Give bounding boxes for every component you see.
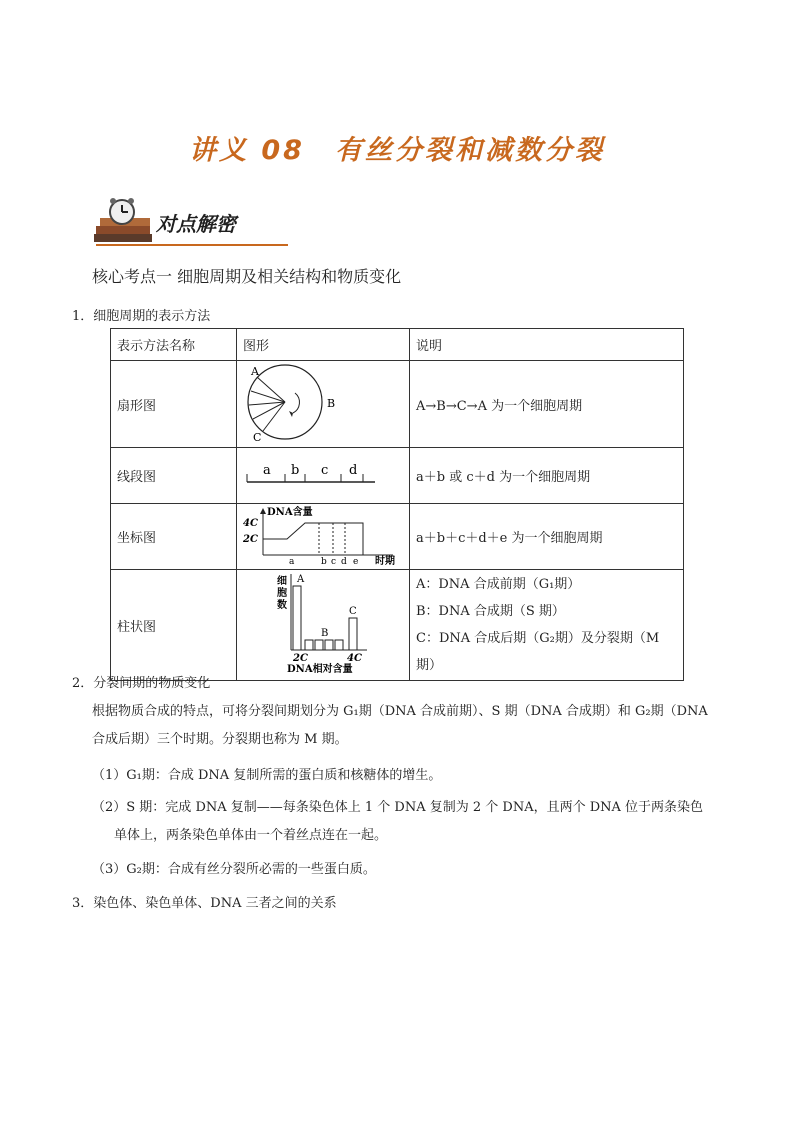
bar-x-left: 2C — [293, 653, 308, 664]
row-name: 扇形图 — [111, 361, 237, 448]
bar-label-a: A — [297, 574, 305, 585]
row-desc: a＋b 或 c＋d 为一个细胞周期 — [410, 448, 684, 504]
line-label-a: a — [263, 462, 271, 478]
bar-label-c: C — [349, 606, 357, 617]
bar-b-4 — [335, 640, 343, 650]
desc-line: B：DNA 合成期（S 期） — [416, 604, 565, 619]
row-name: 柱状图 — [111, 570, 237, 681]
table-row — [111, 361, 684, 448]
body-line: 合成后期）三个时期。分裂期也称为 M 期。 — [92, 732, 348, 747]
table-row — [111, 570, 684, 681]
line-label-d: d — [349, 462, 358, 478]
coord-ylabel: DNA含量 — [267, 506, 313, 518]
item-2: 2．分裂间期的物质变化 — [72, 676, 211, 691]
page-title: 讲义 08 有丝分裂和减数分裂 — [189, 135, 605, 166]
row-name: 坐标图 — [111, 504, 237, 570]
bar-b-2 — [315, 640, 323, 650]
header-name: 表示方法名称 — [111, 329, 237, 361]
body-line: 根据物质合成的特点，可将分裂间期划分为 G₁期（DNA 合成前期）、S 期（DNA 合成期）和 G₂期（DNA — [92, 704, 708, 719]
bar-x-right: 4C — [347, 653, 362, 664]
body-line: 单体上，两条染色单体由一个着丝点连在一起。 — [114, 828, 388, 843]
coord-tick-b: b — [321, 556, 327, 565]
row-desc: a＋b＋c＋d＋e 为一个细胞周期 — [410, 504, 684, 570]
fan-label-c: C — [253, 431, 262, 443]
bar-a — [293, 586, 301, 650]
desc-line: 期） — [416, 658, 443, 673]
table-header-row — [111, 329, 684, 361]
line-label-b: b — [291, 462, 300, 478]
bar-c — [349, 618, 357, 650]
desc-line: A：DNA 合成前期（G₁期） — [416, 577, 581, 592]
bar-ylabel-2: 胞 — [277, 588, 287, 599]
body-line: （2）S 期：完成 DNA 复制——每条染色体上 1 个 DNA 复制为 2 个 DNA，且两个 DNA 位于两条染色 — [92, 800, 704, 815]
desc-line: C：DNA 合成后期（G₂期）及分裂期（M — [416, 631, 660, 646]
bar-diagram — [243, 570, 393, 676]
fan-figure-cell — [237, 361, 410, 448]
body-item-s — [92, 794, 732, 850]
line-label-c: c — [321, 462, 329, 478]
bar-figure-cell — [237, 570, 410, 681]
banner-rule — [96, 244, 288, 246]
row-desc-multiline — [410, 570, 684, 681]
item-1: 1．细胞周期的表示方法 — [72, 309, 211, 324]
coordinate-diagram — [243, 505, 403, 565]
bar-b-1 — [305, 640, 313, 650]
table-row — [111, 504, 684, 570]
method-table — [110, 328, 684, 681]
bar-ylabel-3: 数 — [277, 600, 287, 611]
coord-tick-d: d — [341, 556, 347, 565]
fan-label-a: A — [251, 365, 259, 378]
bar-b-3 — [325, 640, 333, 650]
item-3: 3．染色体、染色单体、DNA 三者之间的关系 — [72, 896, 337, 911]
body-item-g2: （3）G₂期：合成有丝分裂所必需的一些蛋白质。 — [92, 862, 376, 877]
body-paragraph-1 — [92, 698, 732, 754]
bar-label-b: B — [321, 628, 329, 639]
header-figure: 图形 — [237, 329, 410, 361]
header-desc: 说明 — [410, 329, 684, 361]
coord-tick-e: e — [353, 556, 359, 565]
body-item-g1: （1）G₁期：合成 DNA 复制所需的蛋白质和核糖体的增生。 — [92, 768, 442, 783]
banner-label: 对点解密 — [156, 212, 236, 236]
fan-diagram — [243, 361, 393, 443]
fan-label-b: B — [327, 397, 336, 410]
line-segment-diagram — [243, 454, 393, 494]
row-name: 线段图 — [111, 448, 237, 504]
coord-y-mid: 2C — [243, 533, 258, 545]
bar-xlabel: DNA相对含量 — [287, 664, 353, 675]
coord-tick-a: a — [289, 556, 295, 565]
bar-ylabel-1: 细 — [277, 576, 287, 587]
coord-tick-c: c — [331, 556, 337, 565]
row-desc: A→B→C→A 为一个细胞周期 — [410, 361, 684, 448]
coord-xlabel: 时期 — [375, 555, 395, 565]
coord-y-top: 4C — [243, 517, 258, 529]
coord-figure-cell — [237, 504, 410, 570]
line-figure-cell — [237, 448, 410, 504]
section-heading: 核心考点一 细胞周期及相关结构和物质变化 — [92, 267, 402, 286]
table-row — [111, 448, 684, 504]
